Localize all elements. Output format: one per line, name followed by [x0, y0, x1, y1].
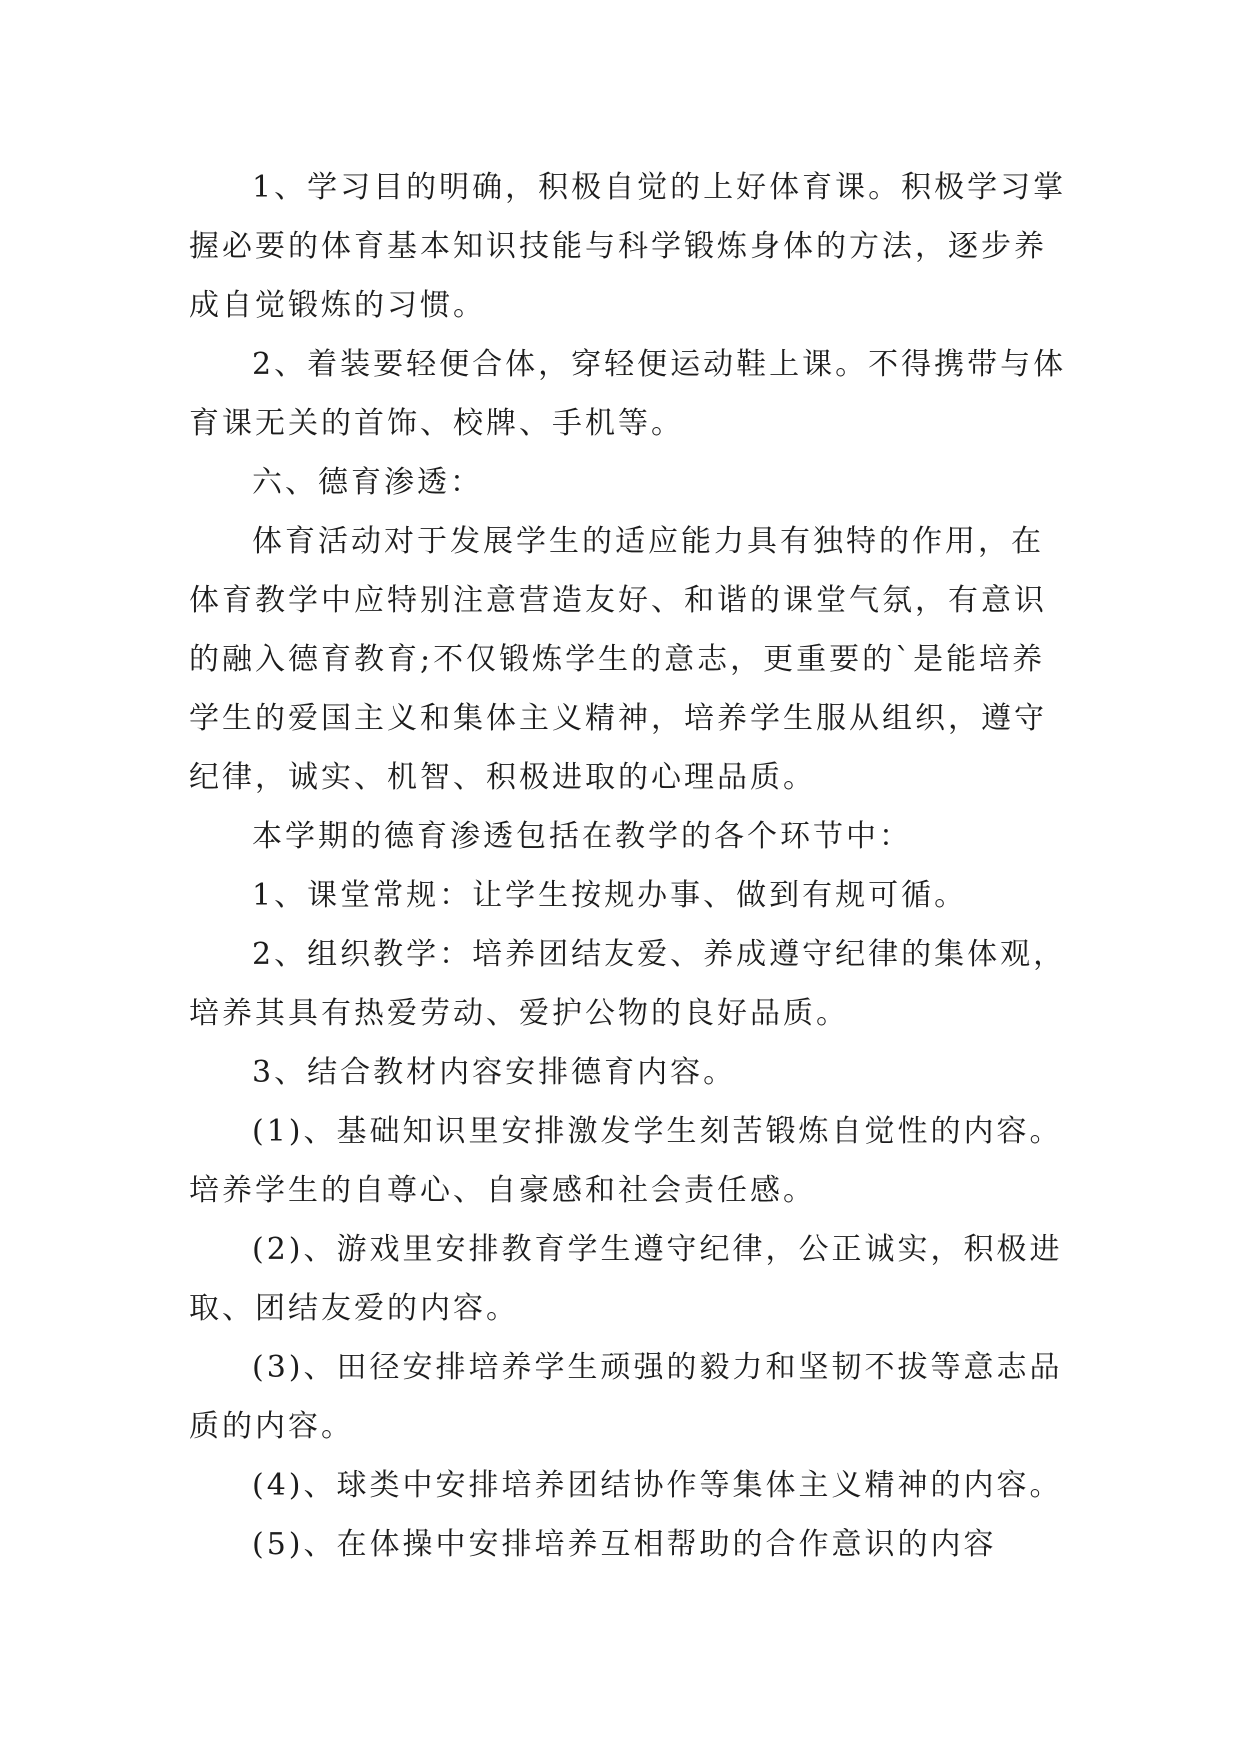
list-item-textbook-content: 3、结合教材内容安排德育内容。 [252, 1055, 737, 1090]
paragraph-goal: 1、学习目的明确，积极自觉的上好体育课。积极学习掌握必要的体育基本知识技能与科学锻炼身体的方法，逐步养成自觉锻炼的习惯。 [189, 170, 1067, 323]
list-item-organize-teaching: 2、组织教学：培养团结友爱、养成遵守纪律的集体观，培养其具有热爱劳动、爱护公物的良好品质。 [189, 937, 1067, 1031]
sub-item-ball-games: (4)、球类中安排培养团结协作等集体主义精神的内容。 [252, 1468, 1063, 1503]
sub-item-games: (2)、游戏里安排教育学生遵守纪律，公正诚实，积极进取、团结友爱的内容。 [189, 1232, 1063, 1326]
document-body [189, 158, 1069, 1574]
sub-item-gymnastics: (5)、在体操中安排培养互相帮助的合作意识的内容 [252, 1527, 997, 1562]
paragraph-attire: 2、着装要轻便合体，穿轻便运动鞋上课。不得携带与体育课无关的首饰、校牌、手机等。 [189, 347, 1067, 441]
section-heading-moral-education: 六、德育渗透： [252, 465, 483, 500]
sub-item-basic-knowledge: (1)、基础知识里安排激发学生刻苦锻炼自觉性的内容。培养学生的自尊心、自豪感和社会责任感。 [189, 1114, 1063, 1208]
paragraph-moral-intro: 体育活动对于发展学生的适应能力具有独特的作用，在体育教学中应特别注意营造友好、和谐的课堂气氛，有意识的融入德育教育;不仅锻炼学生的意志，更重要的`是能培养学生的爱国主义和集体主义精神，培养学生服从组织，遵守纪律，诚实、机智、积极进取的心理品质。 [189, 524, 1047, 795]
list-item-classroom-rules: 1、课堂常规：让学生按规办事、做到有规可循。 [252, 878, 968, 913]
sub-item-track-field: (3)、田径安排培养学生顽强的毅力和坚韧不拔等意志品质的内容。 [189, 1350, 1063, 1444]
paragraph-semester-scope: 本学期的德育渗透包括在教学的各个环节中： [252, 819, 912, 854]
